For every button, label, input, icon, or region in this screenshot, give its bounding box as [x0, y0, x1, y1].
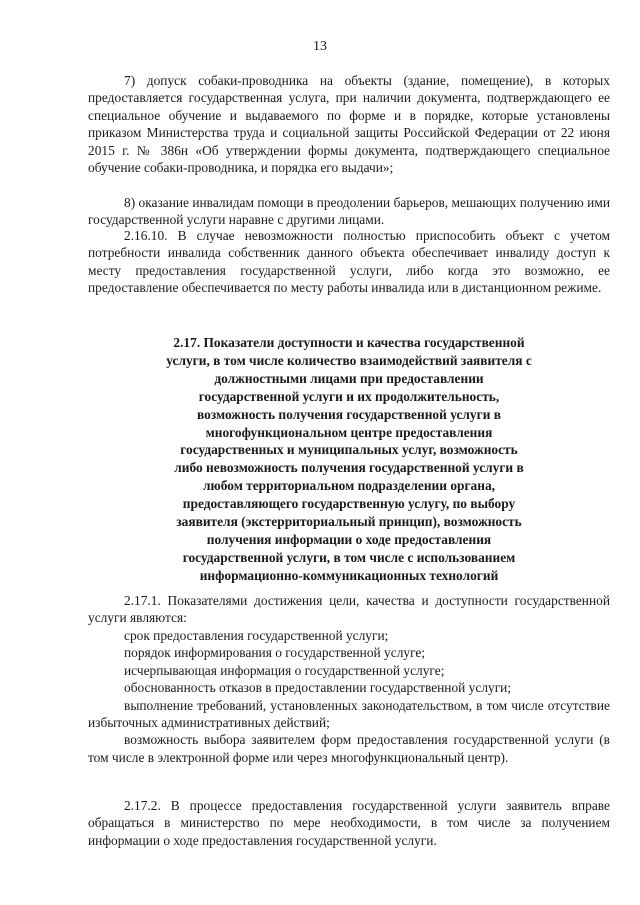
paragraph-2-16-10: [88, 227, 610, 297]
paragraph-text: 2.17.1. Показателями достижения цели, качества и доступности государственной услуги являются:: [88, 593, 610, 626]
list-item: исчерпывающая информация о государственной услуге;: [124, 662, 445, 678]
list-item: выполнение требований, установленных законодательством, в том числе отсутствие избыточных административных действий;: [88, 697, 610, 731]
page-number: 13: [313, 39, 327, 54]
paragraph-text: 2.17.2. В процессе предоставления государственной услуги заявитель вправе обращаться в министерство по мере необходимости, в том числе за получением информации о ходе предоставления государственной услуги.: [88, 798, 610, 848]
paragraph-item-7: [88, 72, 610, 176]
list-item: порядок информирования о государственной услуге;: [124, 645, 426, 661]
paragraph-text: 7) допуск собаки-проводника на объекты (здание, помещение), в которых предоставляется государственная услуга, при наличии документа, подтверждающего ее специальное обучение и выдаваемого по форме и в порядке, которые установлены приказом Министерства труда и социальной защиты Российской Федерации от 22 июня 2015 г. № 386н «Об утверждении формы документа, подтверждающего специальное обучение собаки-проводника, и порядка его выдачи»;: [88, 73, 610, 176]
heading-line: услуги, в том числе количество взаимодействий заявителя с: [166, 352, 532, 368]
heading-line: государственной услуги и их продолжительность,: [198, 388, 500, 404]
heading-line: либо невозможность получения государственной услуги в: [174, 460, 524, 476]
paragraph-2-17-2: [88, 797, 610, 849]
list-item: срок предоставления государственной услуги;: [124, 628, 389, 643]
heading-line: любом территориальном подразделении органа,: [202, 478, 496, 494]
heading-line: многофункциональном центре предоставления: [205, 424, 493, 440]
list-item: обоснованность отказов в предоставлении государственной услуги;: [124, 680, 512, 696]
heading-line: возможность получения государственной услуги в: [196, 406, 502, 422]
paragraph-text: 2.16.10. В случае невозможности полностью приспособить объект с учетом потребности инвалида собственник данного объекта обеспечивает инвалиду доступ к месту предоставления государственной услуги, либо когда это возможно, ее предоставление обеспечивается по месту работы инвалида или в дистанционном режиме.: [88, 228, 610, 296]
heading-line: должностными лицами при предоставлении: [214, 370, 484, 386]
heading-line: государственных и муниципальных услуг, возможность: [180, 442, 518, 458]
section-heading-2-17: [120, 334, 578, 585]
list-item: возможность выбора заявителем форм предоставления государственной услуги (в том числе в электронной форме или через многофункциональный центр).: [88, 732, 610, 765]
heading-line: заявителя (экстерриториальный принцип), возможность: [176, 514, 522, 530]
heading-line: 2.17. Показатели доступности и качества государственной: [173, 335, 525, 350]
paragraph-2-17-1: [88, 592, 610, 627]
heading-line: информационно-коммуникационных технологий: [199, 567, 499, 583]
heading-line: государственной услуги, в том числе с использованием: [182, 549, 516, 565]
heading-line: предоставляющего государственную услугу, по выбору: [182, 496, 516, 512]
paragraph-item-8: [88, 194, 610, 229]
paragraph-text: 8) оказание инвалидам помощи в преодолении барьеров, мешающих получению ими государственной услуги наравне с другими лицами.: [88, 195, 610, 228]
heading-line: получения информации о ходе предоставления: [206, 531, 492, 547]
indicator-list: [88, 627, 610, 766]
